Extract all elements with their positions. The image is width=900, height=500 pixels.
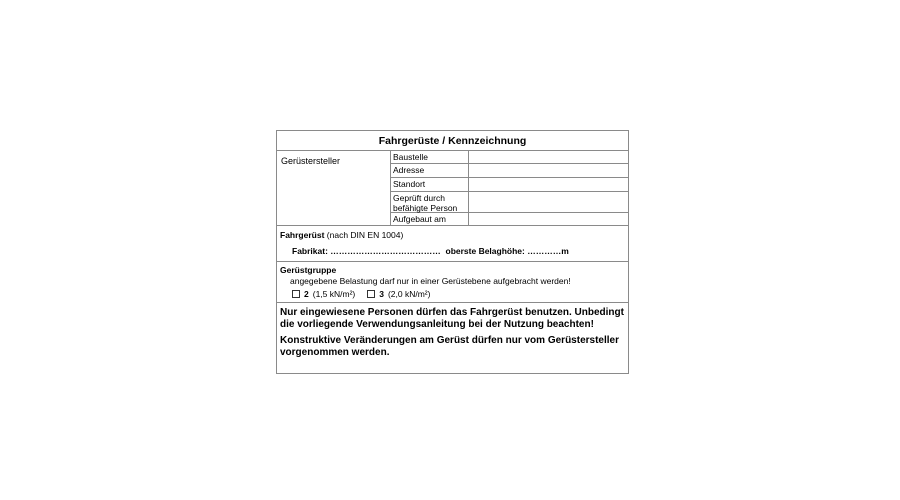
- scaffold-group-section: [277, 262, 628, 303]
- belaghoehe-label: oberste Belaghöhe: …………m: [445, 246, 569, 256]
- scaffold-heading-line: [280, 230, 403, 240]
- fabrikat-label: Fabrikat: …………………………………: [292, 246, 441, 256]
- group-heading: Gerüstgruppe: [280, 265, 337, 275]
- field-value: [469, 213, 628, 226]
- group-note: angegebene Belastung darf nur in einer Gerüstebene aufgebracht werden!: [290, 276, 571, 286]
- field-label: Geprüft durch befähigte Person: [391, 192, 469, 212]
- field-row-geprueft: [391, 192, 628, 213]
- option-load: (2,0 kN/m²): [387, 289, 431, 299]
- field-row-aufgebaut: [391, 213, 628, 226]
- scaffold-standard: (nach DIN EN 1004): [326, 230, 404, 240]
- scaffold-section: [277, 226, 628, 262]
- checkbox-icon[interactable]: [367, 290, 375, 298]
- scaffold-heading: Fahrgerüst: [280, 230, 325, 240]
- option-load: (1,5 kN/m²): [312, 289, 356, 299]
- manufacturer-label: Gerüstersteller: [281, 156, 341, 166]
- field-row-standort: [391, 178, 628, 192]
- field-value: [469, 151, 628, 163]
- site-info-section: [277, 151, 628, 226]
- scaffold-label-card: [276, 130, 629, 374]
- field-label: Baustelle: [391, 151, 469, 163]
- scaffold-details-line: [292, 246, 569, 256]
- field-row-baustelle: [391, 151, 628, 164]
- group-options: [292, 289, 430, 299]
- group-option-2[interactable]: [292, 289, 355, 299]
- warning-modification: Konstruktive Veränderungen am Gerüst dürfen nur vom Gerüstersteller vorgenommen werden.: [280, 335, 619, 358]
- site-fields-grid: [390, 151, 628, 226]
- field-value: [469, 164, 628, 177]
- group-option-3[interactable]: [367, 289, 430, 299]
- checkbox-icon[interactable]: [292, 290, 300, 298]
- option-number: 2: [304, 289, 309, 299]
- option-number: 3: [379, 289, 384, 299]
- field-row-adresse: [391, 164, 628, 178]
- field-value: [469, 178, 628, 191]
- warning-usage: Nur eingewiesene Personen dürfen das Fahrgerüst benutzen. Unbedingt die vorliegende Verwendungsanleitung bei der Nutzung beachten!: [280, 307, 624, 330]
- field-value: [469, 192, 628, 212]
- field-label: Standort: [391, 178, 469, 191]
- card-title: Fahrgerüste / Kennzeichnung: [277, 131, 628, 151]
- field-label: Adresse: [391, 164, 469, 177]
- field-label: Aufgebaut am: [391, 213, 469, 226]
- warnings-section: [277, 303, 628, 359]
